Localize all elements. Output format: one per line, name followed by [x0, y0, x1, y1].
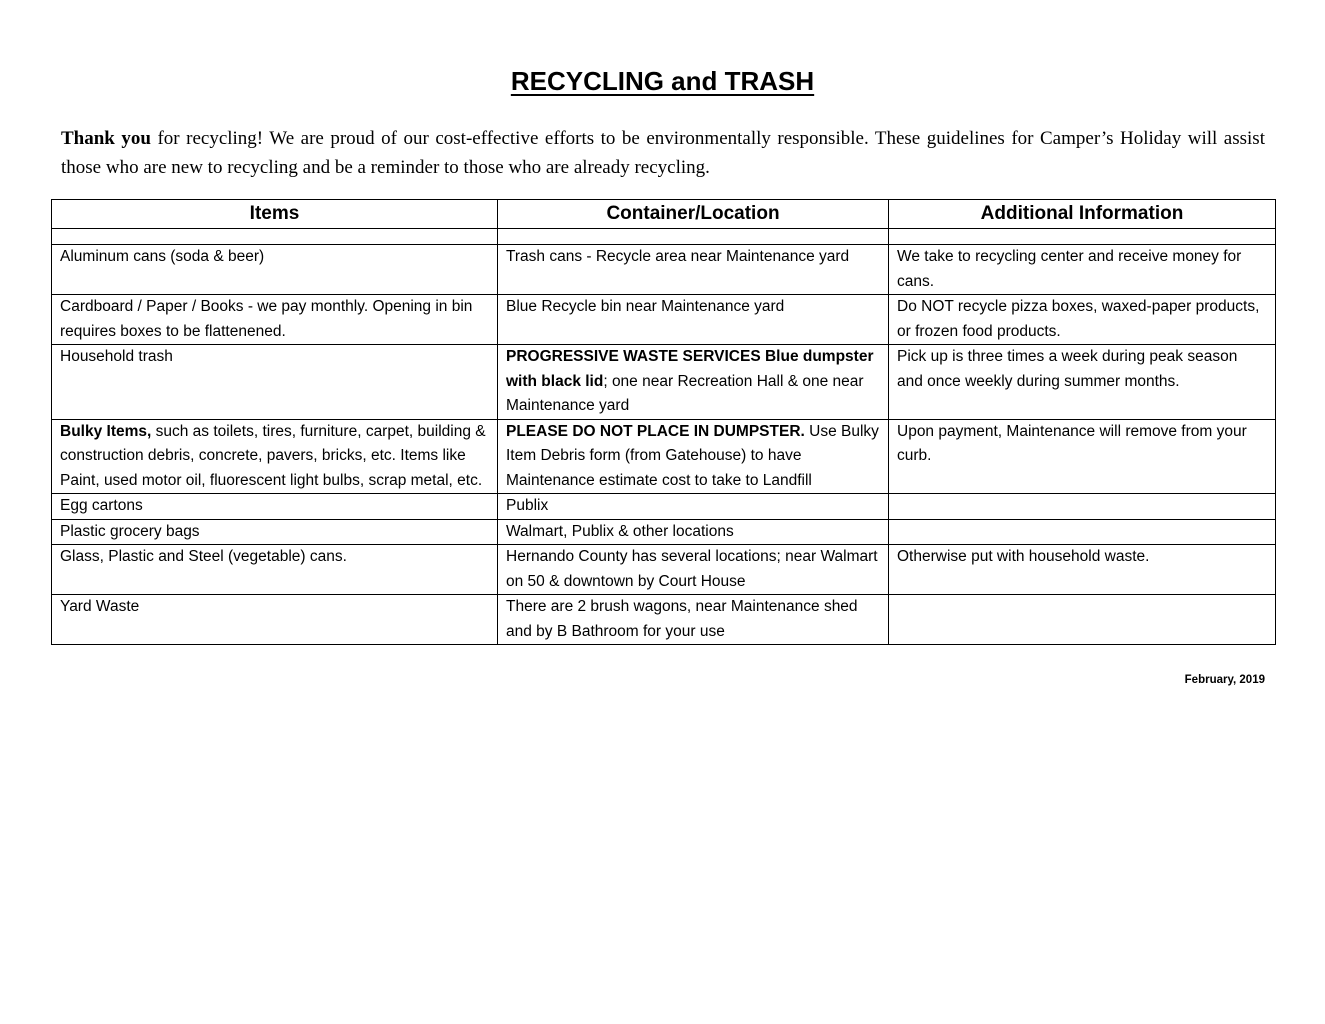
location-text: There are 2 brush wagons, near Maintenance shed and by B Bathroom for your use [506, 598, 858, 640]
location-cell [498, 419, 889, 494]
header-container-location: Container/Location [498, 200, 889, 229]
table-row [52, 494, 1276, 520]
item-text: Yard Waste [60, 598, 140, 615]
location-text: Publix [506, 497, 549, 514]
location-text: Trash cans - Recycle area near Maintenance yard [506, 248, 850, 265]
location-text: ; one near Recreation Hall & one near Maintenance yard [506, 372, 864, 414]
item-text: Egg cartons [60, 497, 143, 514]
location-cell [498, 295, 889, 345]
table-row [52, 345, 1276, 420]
spacer-cell [889, 229, 1276, 245]
item-text: Household trash [60, 348, 173, 365]
info-cell [889, 595, 1276, 645]
info-cell: We take to recycling center and receive money for cans. [889, 245, 1276, 295]
item-text: such as toilets, tires, furniture, carpet, building & construction debris, concrete, pavers, bricks, etc. Items like Paint, used motor oil, fluorescent light bulbs, scrap metal, etc. [60, 422, 486, 489]
item-cell [52, 494, 498, 520]
item-text: Plastic grocery bags [60, 522, 200, 540]
location-text: Hernando County has several locations; near Walmart on 50 & downtown by Court House [506, 548, 878, 590]
table-row [52, 245, 1276, 295]
spacer-cell [52, 229, 498, 245]
table-row [52, 419, 1276, 494]
location-cell [498, 494, 889, 520]
location-cell [498, 519, 889, 545]
table-row [52, 545, 1276, 595]
info-cell [889, 494, 1276, 520]
item-cell [52, 519, 498, 545]
info-cell: Upon payment, Maintenance will remove from your curb. [889, 419, 1276, 494]
info-cell: Pick up is three times a week during peak season and once weekly during summer months. [889, 345, 1276, 420]
table-row [52, 595, 1276, 645]
item-cell [52, 245, 498, 295]
info-cell: Otherwise put with household waste. [889, 545, 1276, 595]
recycling-table [51, 199, 1276, 645]
page-title: RECYCLING and TRASH [510, 66, 815, 96]
item-cell [52, 345, 498, 420]
item-text: Glass, Plastic and Steel (vegetable) cans. [60, 548, 347, 565]
location-text: Walmart, Publix & other locations [506, 522, 734, 540]
footer-date: February, 2019 [1184, 674, 1265, 686]
location-cell [498, 545, 889, 595]
item-bold: Bulky Items, [60, 422, 152, 440]
item-cell [52, 595, 498, 645]
location-cell [498, 345, 889, 420]
table-row [52, 519, 1276, 545]
intro-paragraph [61, 124, 1265, 182]
header-items: Items [52, 200, 498, 229]
header-additional-information: Additional Information [889, 200, 1276, 229]
intro-text: for recycling! We are proud of our cost-effective efforts to be environmentally responsible. These guidelines for Camper’s Holiday will assist those who are new to recycling and be a reminder to those who are already recycling. [61, 128, 1265, 178]
location-bold: PLEASE DO NOT PLACE IN DUMPSTER. [506, 422, 805, 440]
item-cell [52, 545, 498, 595]
item-cell [52, 295, 498, 345]
table-row [52, 295, 1276, 345]
location-text: Blue Recycle bin near Maintenance yard [506, 298, 785, 315]
location-cell [498, 245, 889, 295]
location-cell [498, 595, 889, 645]
item-cell [52, 419, 498, 494]
table-header-row [52, 200, 1276, 229]
location-bold: PROGRESSIVE WASTE SERVICES Blue dumpster with black lid [506, 348, 874, 390]
location-text: Use Bulky Item Debris form (from Gatehouse) to have Maintenance estimate cost to take to Landfill [506, 422, 879, 489]
intro-bold-lead: Thank you [61, 128, 151, 149]
spacer-cell [498, 229, 889, 245]
item-text: Aluminum cans (soda & beer) [60, 248, 265, 265]
info-cell [889, 519, 1276, 545]
info-cell: Do NOT recycle pizza boxes, waxed-paper products, or frozen food products. [889, 295, 1276, 345]
table-spacer-row [52, 229, 1276, 245]
item-text: Cardboard / Paper / Books - we pay monthly. Opening in bin requires boxes to be flattenened. [60, 298, 473, 340]
